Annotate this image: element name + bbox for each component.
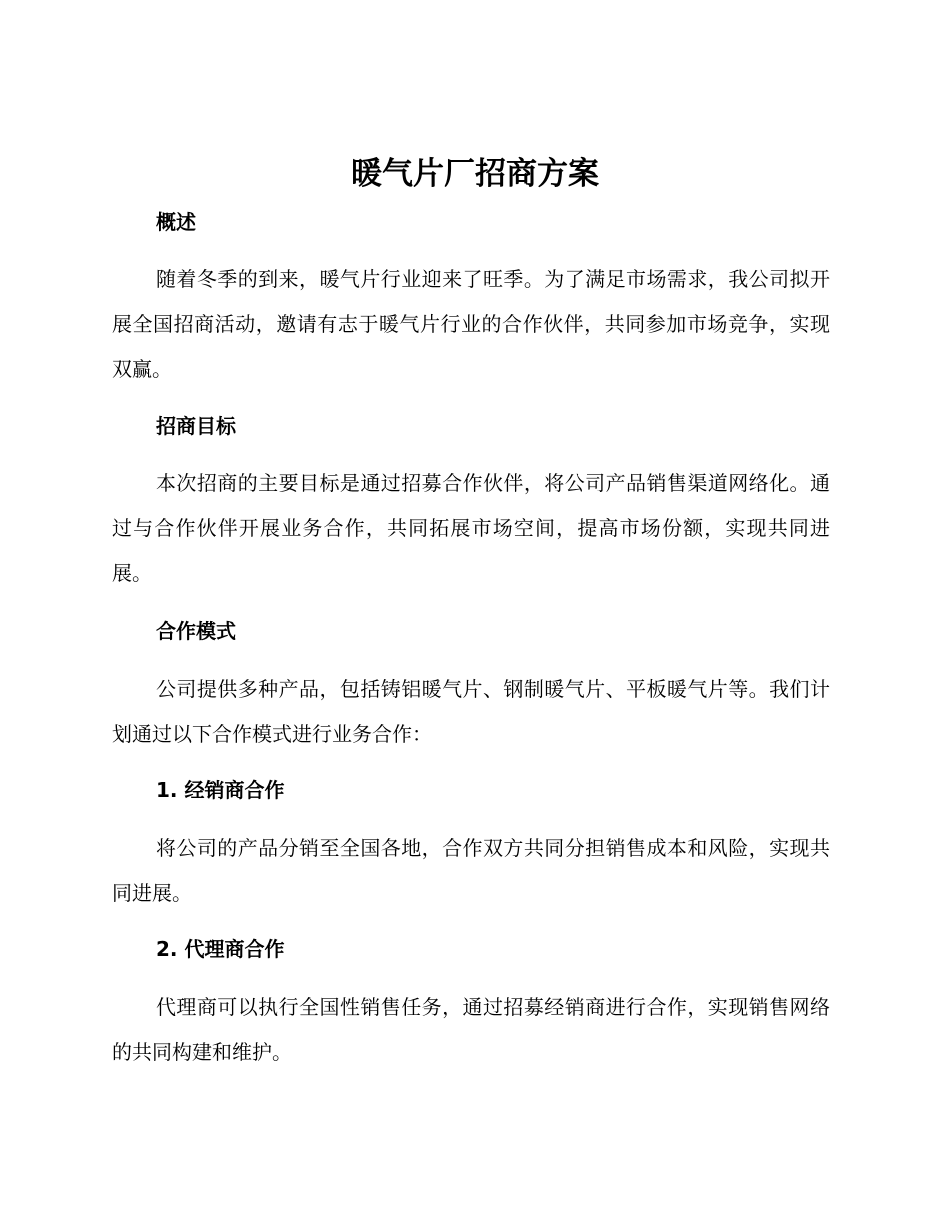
section-heading-goals: 招商目标 (156, 414, 236, 438)
document-title: 暖气片厂招商方案 (351, 156, 599, 192)
section-paragraph-overview: 随着冬季的到来，暖气片行业迎来了旺季。为了满足市场需求，我公司拟开展全国招商活动，邀请有志于暖气片行业的合作伙伴，共同参加市场竞争，实现双赢。 (112, 267, 830, 381)
section-paragraph-agent: 代理商可以执行全国性销售任务，通过招募经销商进行合作，实现销售网络的共同构建和维护。 (112, 995, 830, 1064)
section-paragraph-cooperation-mode: 公司提供多种产品，包括铸铝暖气片、钢制暖气片、平板暖气片等。我们计划通过以下合作模式进行业务合作： (112, 677, 830, 746)
section-heading-agent: 2. 代理商合作 (156, 937, 285, 961)
section-heading-cooperation-mode: 合作模式 (156, 619, 236, 643)
section-heading-overview: 概述 (156, 210, 196, 234)
section-heading-distributor: 1. 经销商合作 (156, 778, 285, 802)
section-paragraph-goals: 本次招商的主要目标是通过招募合作伙伴，将公司产品销售渠道网络化。通过与合作伙伴开展业务合作，共同拓展市场空间，提高市场份额，实现共同进展。 (112, 471, 830, 585)
section-paragraph-distributor: 将公司的产品分销至全国各地，合作双方共同分担销售成本和风险，实现共同进展。 (112, 836, 830, 905)
